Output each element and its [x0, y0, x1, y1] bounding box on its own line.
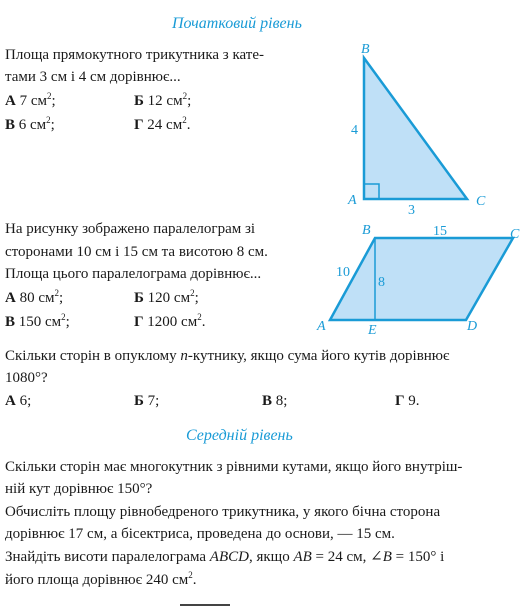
parallelogram-figure	[312, 222, 524, 340]
q6-text-line1: Знайдіть висоти паралелограма ABCD, якщо AB = 24 см, ∠B = 150° і	[5, 549, 445, 565]
height-label-8: 8	[378, 275, 385, 290]
q3-text-line2: 1080°?	[5, 370, 48, 386]
q2-option-a: А 80 $см^2$;	[5, 288, 64, 306]
side-label-10: 10	[336, 265, 350, 280]
heading-middle-level: Середній рівень	[186, 427, 293, 444]
q3-option-b: Б 7;	[134, 393, 160, 409]
q2-option-b: Б 120 $см^2$;	[134, 288, 199, 306]
q2-text-line1: На рисунку зображено паралелограм зі	[5, 221, 256, 237]
q1-option-d: Г 24 $см^2$.	[134, 115, 191, 133]
q4-text-line2: ній кут дорівнює 150°?	[5, 481, 153, 497]
vertex-label-a: A	[317, 319, 326, 334]
side-label-3: 3	[408, 203, 415, 218]
q4-text-line1: Скільки сторін має многокутник з рівними кутами, якщо його внутріш-	[5, 459, 463, 475]
parallelogram-shape	[330, 238, 513, 320]
right-triangle-figure	[340, 38, 490, 218]
q3-option-d: Г 9.	[395, 393, 420, 409]
q2-text-line3: Площа цього паралелограма дорівнює...	[5, 266, 262, 282]
q1-text-line1: Площа прямокутного трикутника з кате-	[5, 47, 265, 63]
q5-text-line2: дорівнює 17 см, а бісектриса, проведена до основи, — 15 см.	[5, 526, 395, 542]
vertex-label-c: C	[510, 227, 520, 242]
vertex-label-b: B	[361, 42, 370, 57]
q1-option-c: В 6 $см^2$;	[5, 115, 55, 133]
q2-option-d: Г 1200 $см^2$.	[134, 312, 206, 330]
side-label-15: 15	[433, 224, 447, 239]
vertex-label-e: E	[368, 323, 377, 338]
q1-option-a: А 7 $см^2$;	[5, 91, 56, 109]
vertex-label-d: D	[467, 319, 478, 334]
q2-text-line2: сторонами 10 см і 15 см та висотою 8 см.	[5, 244, 268, 260]
heading-initial-level: Початковий рівень	[172, 15, 302, 32]
vertex-label-a: A	[348, 193, 357, 208]
triangle-shape	[364, 58, 467, 199]
q1-option-b: Б 12 $см^2$;	[134, 91, 192, 109]
vertex-label-c: C	[476, 194, 486, 209]
q2-option-c: В 150 $см^2$;	[5, 312, 70, 330]
side-label-4: 4	[351, 123, 358, 138]
q6-text-line2: його площа дорівнює 240 $см^2$.	[5, 570, 197, 588]
vertex-label-b: B	[362, 223, 371, 238]
q3-text-line1: Скільки сторін в опуклому n-кутнику, якщо сума його кутів дорівнює	[5, 348, 450, 364]
q3-option-c: В 8;	[262, 393, 288, 409]
q1-text-line2: тами 3 см і 4 см дорівнює...	[5, 69, 181, 85]
q3-option-a: А 6;	[5, 393, 32, 409]
q5-text-line1: Обчисліть площу рівнобедреного трикутника, у якого бічна сторона	[5, 504, 441, 520]
bottom-divider	[180, 604, 230, 606]
